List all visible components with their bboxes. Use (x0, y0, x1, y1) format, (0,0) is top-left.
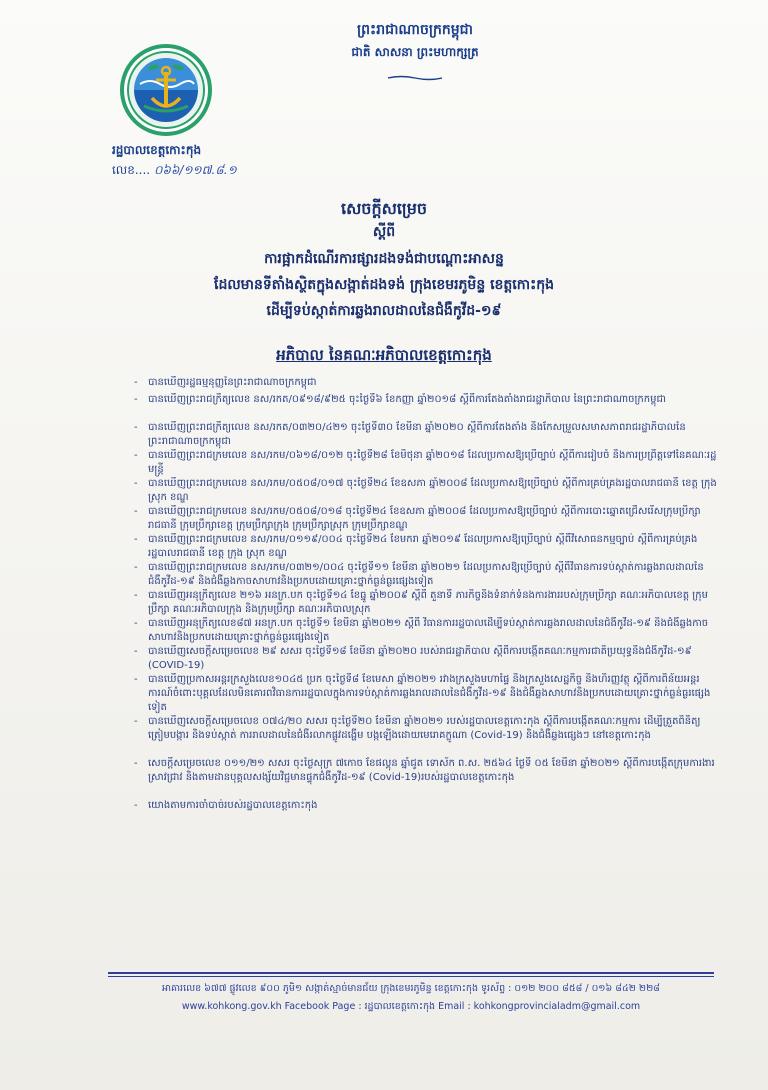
clause-list (134, 376, 724, 816)
document-about: ស្តីពី (372, 224, 396, 240)
clause-item: - បានឃើញអនុក្រឹត្យលេខ ២១៦ អនក្រ.បក ចុះថ្ងៃទី១៤ ខែធ្នូ ឆ្នាំ២០០៩ ស្តីពី តួនាទី ភារកិច្ចនិងទំនាក់ទំនងការងាររបស់ក្រុមប្រឹក្សា គណៈអភិបាលខេត្ត ក្រុមប្រឹក្សា គណៈអភិបាលក្រុង និងក្រុមប្រឹក្សា គណៈអភិបាលស្រុក (134, 589, 724, 617)
reference-value: ០៦៦/១១៧.៨.១ (153, 163, 237, 177)
clause-item: - បានឃើញព្រះរាជក្រមលេខ នស/រកម/០៣២១/០០៤ ចុះថ្ងៃទី១១ ខែមីនា ឆ្នាំ២០២១ ដែលប្រកាសឱ្យប្រើច្បាប់ ស្តីពីវិធានការទប់ស្កាត់ការឆ្លងរាលដាលនៃជំងឺកូវីដ-១៩ និងជំងឺឆ្លងកាចសាហាវនិងប្រកបដោយគ្រោះថ្នាក់ធ្ងន់ធ្ងរផ្សេងទៀត (134, 561, 724, 589)
clause-item: - បានឃើញព្រះរាជក្រមលេខ នស/រកម/០៦១៨/០១២ ចុះថ្ងៃទី២៨ ខែមិថុនា ឆ្នាំ២០១៨ ដែលប្រកាសឱ្យប្រើច្បាប់ ស្តីពីការរៀបចំ និងការប្រព្រឹត្តទៅនៃគណៈរដ្ឋមន្ត្រី (134, 449, 724, 477)
clause-item: - បានឃើញសេចក្តីសម្រេចលេខ ០៧៤/២០ សសរ ចុះថ្ងៃទី២០ ខែមីនា ឆ្នាំ២០២១ របស់រដ្ឋបាលខេត្តកោះកុង ស្តីពីការបង្កើតគណៈកម្មការ ដើម្បីត្រួតពិនិត្យ ត្រៀមបង្ការ និងទប់ស្កាត់ ការរាលដាលនៃជំងឺរលាកផ្លូវដង្ហើម បង្កឡើងដោយមេរោគក្លូណា (Covid-19) និងជំងឺឆ្លងផ្សេងៗ នៅខេត្តកោះកុង (134, 715, 724, 757)
document-title (80, 246, 688, 324)
kingdom-heading: ព្រះរាជាណាចក្រកម្ពុជា (356, 22, 473, 38)
clause-item: - បានឃើញអនុក្រឹត្យលេខ៨៧ អនក្រ.បក ចុះថ្ងៃទី១ ខែមីនា ឆ្នាំ២០២១ ស្តីពី វិធានការរដ្ឋបាលដើម្បីទប់ស្កាត់ការឆ្លងរាលដាលនៃជំងឺកូវីដ-១៩ និងជំងឺឆ្លងកាចសាហាវនិងប្រកបដោយគ្រោះថ្នាក់ធ្ងន់ធ្ងរផ្សេងទៀត (134, 617, 724, 645)
reference-number (112, 162, 312, 180)
clause-item: - បានឃើញព្រះរាជក្រមលេខ នស/រកម/០៥០៨/០១៧ ចុះថ្ងៃទី២៤ ខែឧសភា ឆ្នាំ២០០៨ ដែលប្រកាសឱ្យប្រើច្បាប់ ស្តីពីការគ្រប់គ្រងរដ្ឋបាលរាជធានី ខេត្ត ក្រុង ស្រុក ខណ្ឌ (134, 477, 724, 505)
document-type: សេចក្តីសម្រេច (340, 199, 427, 218)
motto-ornament-icon (388, 66, 442, 72)
footer-divider (108, 972, 714, 974)
clause-item: - បានឃើញព្រះរាជក្រមលេខ នស/រកម/០១១៩/០០៤ ចុះថ្ងៃទី២៤ ខែមករា ឆ្នាំ២០១៩ ដែលប្រកាសឱ្យប្រើច្បាប់ ស្តីពីវិសោធនកម្មច្បាប់ ស្តីពីការគ្រប់គ្រងរដ្ឋបាលរាជធានី ខេត្ត ក្រុង ស្រុក ខណ្ឌ (134, 533, 724, 561)
footer-address: អាគារលេខ ៦៧៧ ផ្លូវលេខ ៩០០ ភូមិ១ សង្កាត់ស្មាច់មានជ័យ ក្រុងខេមរភូមិន្ទ ខេត្តកោះកុង ទូរស័ព្ទ : ០១២ ២០០ ៨៥៨ / ០១៦ ៨៤២ ២២៨ (161, 983, 661, 994)
issuing-authority: រដ្ឋបាលខេត្តកោះកុង (112, 143, 202, 157)
clause-item: - បានឃើញព្រះរាជក្រមលេខ នស/រកម/០៥០៨/០១៨ ចុះថ្ងៃទី២៤ ខែឧសភា ឆ្នាំ២០០៨ ដែលប្រកាសឱ្យប្រើច្បាប់ ស្តីពីការបោះឆ្នោតជ្រើសរើសក្រុមប្រឹក្សារាជធានី ក្រុមប្រឹក្សាខេត្ត ក្រុមប្រឹក្សាក្រុង ក្រុមប្រឹក្សាស្រុក ក្រុមប្រឹក្សាខណ្ឌ (134, 505, 724, 533)
clause-item: - សេចក្តីសម្រេចលេខ ០១១/២១ សសរ ចុះថ្ងៃសុក្រ ៧កោច ខែផល្គុន ឆ្នាំជូត ទោស័ក ព.ស. ២៥៦៤ ថ្ងៃទី ០៥ ខែមីនា ឆ្នាំ២០២១ ស្តីពីការបង្កើតក្រុមការងារស្រាវជ្រាវ និងតាមដានបុគ្គលសង្ស័យវិជ្ជមានផ្ទុកជំងឺកូវីដ-១៩ (Covid-19)របស់រដ្ឋបាលខេត្តកោះកុង (134, 757, 724, 799)
national-motto: ជាតិ សាសនា ព្រះមហាក្សត្រ (351, 45, 479, 59)
title-line: ដើម្បីទប់ស្កាត់ការឆ្លងរាលដាលនៃជំងឺកូវីដ-១៩ (266, 303, 502, 319)
clause-item: - បានឃើញព្រះរាជក្រឹត្យលេខ នស/រកត/០៩១៨/៩២៥ ចុះថ្ងៃទី៦ ខែកញ្ញា ឆ្នាំ២០១៨ ស្តីពីការតែងតាំងរាជរដ្ឋាភិបាល នៃព្រះរាជាណាចក្រកម្ពុជា (134, 393, 724, 421)
clause-item: - បានឃើញសេចក្តីសម្រេចលេខ ២៩ សសរ ចុះថ្ងៃទី១៨ ខែមីនា ឆ្នាំ២០២០ របស់រាជរដ្ឋាភិបាល ស្តីពីការបង្កើតគណៈកម្មការជាតិប្រយុទ្ធនឹងជំងឺកូវីដ-១៩ (COVID-19) (134, 645, 724, 673)
reference-label: លេខ.... (112, 163, 151, 177)
footer-divider-thin (108, 976, 714, 977)
title-line: ការផ្អាកដំណើរការផ្សារដងទង់ជាបណ្តោះអាសន្ន (264, 251, 504, 267)
title-line: ដែលមានទីតាំងស្ថិតក្នុងសង្កាត់ដងទង់ ក្រុងខេមរភូមិន្ទ ខេត្តកោះកុង (214, 277, 554, 293)
authority-heading: អភិបាល នៃគណៈអភិបាលខេត្តកោះកុង (276, 346, 492, 364)
clause-item: - បានឃើញព្រះរាជក្រឹត្យលេខ នស/រកត/០៣២០/៤២១ ចុះថ្ងៃទី៣០ ខែមីនា ឆ្នាំ២០២០ ស្តីពីការតែងតាំង និងកែសម្រួលសមាសភាពរាជរដ្ឋាភិបាលនៃព្រះរាជាណាចក្រកម្ពុជា (134, 421, 724, 449)
clause-item: - បានឃើញរដ្ឋធម្មនុញ្ញនៃព្រះរាជាណាចក្រកម្ពុជា (134, 376, 724, 393)
footer-contacts: www.kohkong.gov.kh Facebook Page : រដ្ឋបាលខេត្តកោះកុង Email : kohkongprovincialadm@gmail.com (181, 1001, 641, 1012)
clause-item: - យោងតាមការចាំបាច់របស់រដ្ឋបាលខេត្តកោះកុង (134, 799, 724, 816)
provincial-emblem-icon (120, 44, 212, 136)
clause-item: - បានឃើញប្រកាសអន្តរក្រសួងលេខ១០៤៥ ប្រក ចុះថ្ងៃទី៨ ខែមេសា ឆ្នាំ២០២១ រវាងក្រសួងមហាផ្ទៃ និងក្រសួងសេដ្ឋកិច្ច និងហិរញ្ញវត្ថុ ស្តីពីការពិន័យអន្តរការណ៍ចំពោះបុគ្គលដែលមិនគោរពវិធានការរដ្ឋបាលក្នុងការទប់ស្កាត់ការឆ្លងរាលដាលនៃជំងឺកូវីដ-១៩ និងជំងឺឆ្លងសាហាវនិងប្រកបដោយគ្រោះថ្នាក់ធ្ងន់ធ្ងរផ្សេងទៀត (134, 673, 724, 715)
